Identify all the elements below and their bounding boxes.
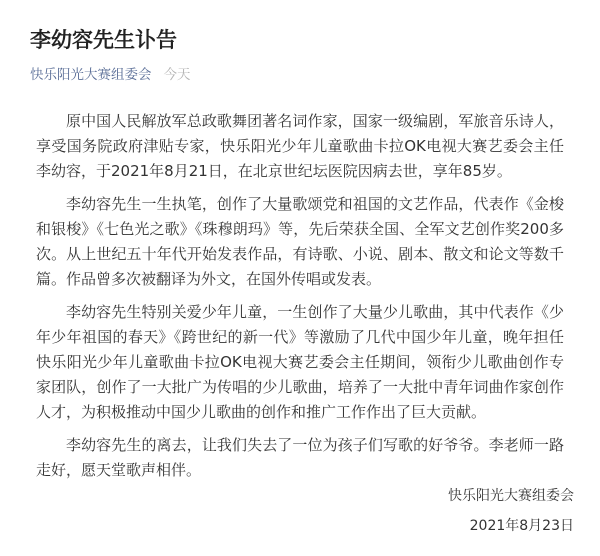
article-body: [30, 109, 570, 483]
signature-org: 快乐阳光大赛组委会: [448, 488, 574, 504]
paragraph-3: 李幼容先生特别关爱少年儿童，一生创作了大量少儿歌曲，其中代表作《少年少年祖国的春天》《跨世纪的新一代》等激励了几代中国少年儿童，晚年担任快乐阳光少年儿童歌曲卡拉OK电视大赛艺委会主任期间，领衔少儿歌曲创作专家团队，创作了一大批广为传唱的少儿歌曲，培养了一大批中青年词曲作家创作人才，为积极推动中国少儿歌曲的创作和推广工作作出了巨大贡献。: [36, 303, 564, 421]
paragraph-4: 李幼容先生的离去，让我们失去了一位为孩子们写歌的好爷爷。李老师一路走好，愿天堂歌声相伴。: [36, 436, 564, 479]
article-meta: [30, 66, 570, 84]
article-title: 李幼容先生讣告: [30, 28, 177, 52]
paragraph-1: 原中国人民解放军总政歌舞团著名词作家，国家一级编剧，军旅音乐诗人，享受国务院政府津贴专家，快乐阳光少年儿童歌曲卡拉OK电视大赛艺委会主任李幼容，于2021年8月21日，在北京世纪坛医院因病去世，享年85岁。: [36, 112, 564, 180]
signature-date: 2021年8月23日: [469, 518, 574, 534]
author-link[interactable]: 快乐阳光大赛组委会: [30, 67, 152, 83]
paragraph-2: 李幼容先生一生执笔，创作了大量歌颂党和祖国的文艺作品，代表作《金梭和银梭》《七色光之歌》《珠穆朗玛》等，先后荣获全国、全军文艺创作奖200多次。从上世纪五十年代开始发表作品，有诗歌、小说、剧本、散文和论文等数千篇。作品曾多次被翻译为外文，在国外传唱或发表。: [36, 195, 564, 288]
publish-time: 今天: [163, 67, 191, 83]
